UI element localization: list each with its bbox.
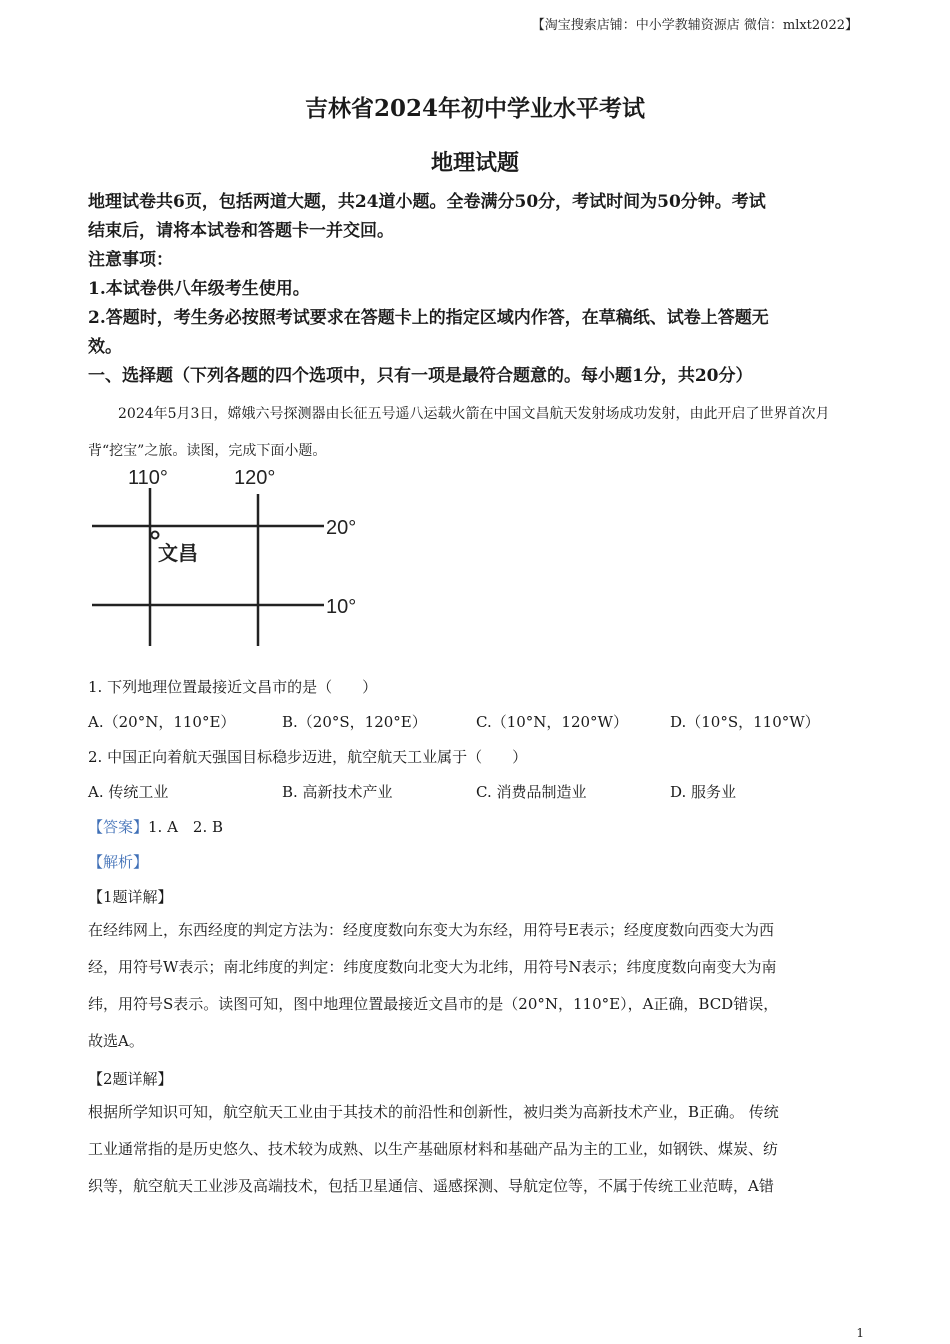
detail-line: 在经纬网上，东西经度的判定方法为：经度度数向东变大为东经，用符号E表示；经度度数向西变大为西 (88, 921, 774, 939)
detail-line: 织等，航空航天工业涉及高端技术，包括卫星通信、遥感探测、导航定位等，不属于传统工业范畴，A错 (88, 1177, 774, 1195)
option-a: A.（20°N，110°E） (88, 713, 236, 731)
detail-2-body (88, 1094, 863, 1205)
detail-2-tag: 【2题详解】 (88, 1070, 173, 1088)
answer-text: 1. A 2. B (148, 818, 224, 836)
option-d: D.（10°S，110°W） (670, 713, 820, 731)
passage-text: 2024年5月3日，嫦娥六号探测器由长征五号遥八运载火箭在中国文昌航天发射场成功发射，由此开启了世界首次月背“挖宝”之旅。读图，完成下面小题。 (88, 406, 830, 459)
instruction-line: 1.本试卷供八年级考生使用。 (88, 279, 310, 299)
detail-line: 纬，用符号S表示。读图可知，图中地理位置最接近文昌市的是（20°N，110°E），A正确，BCD错误， (88, 995, 779, 1013)
detail-line: 根据所学知识可知，航空航天工业由于其技术的前沿性和创新性，被归类为高新技术产业，B正确。 传统 (88, 1103, 779, 1121)
page-number: 1 (856, 1326, 864, 1340)
lat-label-20: 20° (326, 517, 357, 539)
lat-label-10: 10° (326, 596, 357, 618)
reading-passage (88, 396, 863, 470)
detail-line: 故选A。 (88, 1032, 144, 1050)
wenchang-point (152, 532, 159, 539)
answer-line (88, 816, 223, 837)
instruction-line: 2.答题时，考生务必按照考试要求在答题卡上的指定区域内作答，在草稿纸、试卷上答题无 (88, 308, 769, 328)
instructions (88, 188, 868, 391)
lon-label-110: 110° (128, 467, 168, 489)
instruction-line: 地理试卷共6页，包括两道大题，共24道小题。全卷满分50分，考试时间为50分钟。考试 (88, 192, 766, 212)
analysis-tag: 【解析】 (88, 853, 149, 871)
question-2-stem: 2. 中国正向着航天强国目标稳步迈进，航空航天工业属于（ ） (88, 748, 528, 766)
answer-tag: 【答案】 (88, 818, 149, 836)
instruction-line: 注意事项： (88, 250, 173, 270)
option-c: C.（10°N，120°W） (476, 713, 628, 731)
exam-subtitle: 地理试题 (430, 150, 519, 176)
lat-lon-grid-map (88, 462, 378, 656)
option-d: D. 服务业 (670, 783, 737, 801)
detail-1-tag: 【1题详解】 (88, 888, 173, 906)
option-a: A. 传统工业 (88, 783, 169, 801)
question-1-stem: 1. 下列地理位置最接近文昌市的是（ ） (88, 678, 378, 696)
header-note: 【淘宝搜索店铺：中小学教辅资源店 微信：mlxt2022】 (531, 18, 858, 33)
detail-line: 工业通常指的是历史悠久、技术较为成熟、以生产基础原材料和基础产品为主的工业，如钢铁、煤炭、纺 (88, 1140, 779, 1158)
instruction-line: 效。 (88, 337, 122, 357)
section-heading: 一、选择题（下列各题的四个选项中，只有一项是最符合题意的。每小题1分，共20分） (88, 366, 753, 386)
lon-label-120: 120° (234, 467, 276, 489)
option-b: B.（20°S，120°E） (282, 713, 427, 731)
place-label-wenchang: 文昌 (158, 541, 198, 565)
option-b: B. 高新技术产业 (282, 783, 393, 801)
detail-line: 经，用符号W表示；南北纬度的判定：纬度度数向北变大为北纬，用符号N表示；纬度度数向南变大为南 (88, 958, 777, 976)
exam-title: 吉林省2024年初中学业水平考试 (304, 95, 645, 122)
instruction-line: 结束后，请将本试卷和答题卡一并交回。 (88, 221, 394, 241)
detail-1-body (88, 912, 863, 1060)
option-c: C. 消费品制造业 (476, 783, 587, 801)
